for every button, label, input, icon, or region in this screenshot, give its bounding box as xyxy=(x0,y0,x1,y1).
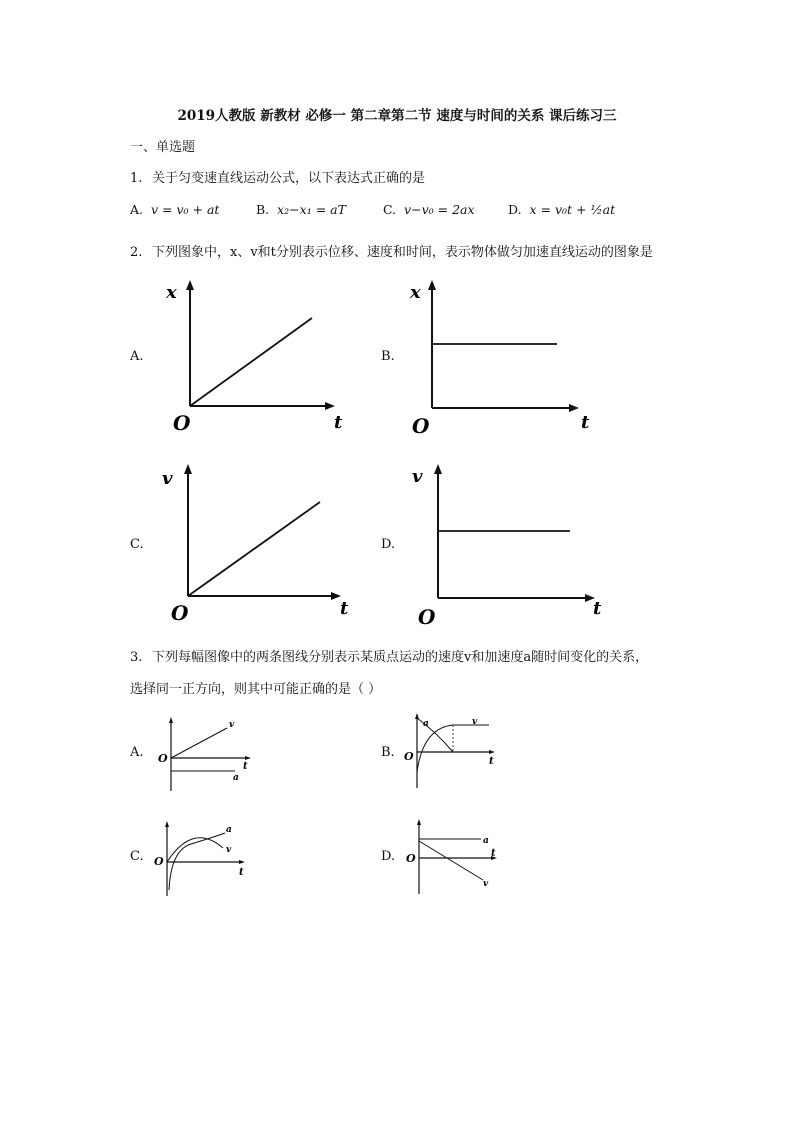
q3-option-c-label[interactable]: C. xyxy=(130,849,144,864)
page-title: 2019人教版 新教材 必修一 第二章第二节 速度与时间的关系 课后练习三 xyxy=(177,108,617,124)
question-number: 1. xyxy=(130,171,143,186)
option-label: C. xyxy=(383,202,397,217)
origin-label: O xyxy=(154,855,164,868)
curve-label-a: a xyxy=(233,773,239,783)
option-expression: x₂−x₁ = aT xyxy=(277,202,346,217)
y-arrow-icon xyxy=(169,717,173,723)
q2-graph-c[interactable] xyxy=(160,462,360,625)
question-2 xyxy=(130,241,653,260)
q3-graph-b[interactable] xyxy=(403,712,513,792)
curve-label-v: v xyxy=(472,717,478,727)
option-expression: v = v₀ + at xyxy=(150,202,220,217)
curve-label-a: a xyxy=(226,825,232,835)
q1-option-c[interactable] xyxy=(383,202,475,217)
curve-label-a: a xyxy=(423,719,429,729)
origin-label: O xyxy=(158,752,168,765)
x-axis-label: t xyxy=(489,756,494,767)
y-axis-label: x xyxy=(410,282,421,303)
origin-label: O xyxy=(173,411,191,435)
x-arrow-icon xyxy=(325,402,335,410)
q3-graph-d[interactable] xyxy=(405,818,515,898)
question-text-line-1: 下列每幅图像中的两条图线分别表示某质点运动的速度v和加速度a随时间变化的关系， xyxy=(152,650,649,665)
y-arrow-icon xyxy=(186,280,194,290)
q1-option-b[interactable] xyxy=(256,202,346,217)
x-arrow-icon xyxy=(245,756,251,760)
q2-option-b-label[interactable]: B. xyxy=(381,349,395,364)
y-arrow-icon xyxy=(165,821,169,827)
velocity-curve xyxy=(417,725,489,772)
x-axis-label: t xyxy=(239,867,244,878)
option-label: A. xyxy=(130,202,144,217)
velocity-line xyxy=(419,841,483,880)
velocity-line xyxy=(171,728,227,758)
y-arrow-icon xyxy=(417,819,421,825)
question-3 xyxy=(130,646,648,665)
x-arrow-icon xyxy=(239,860,245,864)
y-axis-label: v xyxy=(162,468,173,489)
origin-label: O xyxy=(171,601,189,625)
question-text: 下列图象中，x、v和t分别表示位移、速度和时间，表示物体做匀加速直线运动的图象是 xyxy=(152,245,653,260)
q3-graph-c[interactable] xyxy=(153,820,263,900)
q2-option-c-label[interactable]: C. xyxy=(130,537,144,552)
q1-option-d[interactable] xyxy=(508,202,615,217)
q3-option-a-label[interactable]: A. xyxy=(130,745,144,760)
y-arrow-icon xyxy=(184,464,192,474)
curve-label-v: v xyxy=(483,879,489,889)
x-arrow-icon xyxy=(489,750,495,754)
origin-label: O xyxy=(412,414,430,438)
x-axis-label: t xyxy=(581,412,590,433)
q1-option-a[interactable] xyxy=(130,202,219,217)
y-axis-label: x xyxy=(166,282,177,303)
option-label: B. xyxy=(256,202,270,217)
section-heading: 一、单选题 xyxy=(130,140,196,155)
q2-graph-b[interactable] xyxy=(402,278,602,438)
option-expression: v−v₀ = 2ax xyxy=(404,202,475,217)
x-axis-label: t xyxy=(593,598,602,619)
y-axis-label: v xyxy=(412,466,423,487)
q3-graph-a[interactable] xyxy=(155,715,265,795)
q2-option-d-label[interactable]: D. xyxy=(381,537,396,552)
question-3-continued xyxy=(130,678,381,697)
x-arrow-icon xyxy=(569,404,579,412)
x-axis-label: t xyxy=(243,761,248,772)
q2-option-a-label[interactable]: A. xyxy=(130,349,144,364)
question-number: 3. xyxy=(130,650,143,665)
question-number: 2. xyxy=(130,245,143,260)
origin-label: O xyxy=(404,750,414,763)
curve-label-v: v xyxy=(229,720,235,730)
q2-graph-d[interactable] xyxy=(410,462,610,627)
x-axis-label: t xyxy=(491,848,496,859)
origin-label: O xyxy=(418,605,436,629)
q2-graph-a[interactable] xyxy=(160,278,350,438)
q3-option-d-label[interactable]: D. xyxy=(381,849,396,864)
question-1 xyxy=(130,167,425,186)
x-axis-label: t xyxy=(334,412,343,433)
curve-label-v: v xyxy=(226,845,232,855)
origin-label: O xyxy=(406,852,416,865)
y-arrow-icon xyxy=(428,280,436,290)
question-text-line-2: 选择同一正方向，则其中可能正确的是（ ） xyxy=(130,682,382,697)
y-arrow-icon xyxy=(434,464,442,474)
q3-option-b-label[interactable]: B. xyxy=(381,745,395,760)
graph-line xyxy=(190,318,312,406)
option-expression: x = v₀t + ½at xyxy=(529,202,616,217)
x-axis-label: t xyxy=(340,598,349,619)
graph-line xyxy=(188,502,320,596)
question-text: 关于匀变速直线运动公式，以下表达式正确的是 xyxy=(152,171,426,186)
curve-label-a: a xyxy=(483,836,489,846)
option-label: D. xyxy=(508,202,522,217)
